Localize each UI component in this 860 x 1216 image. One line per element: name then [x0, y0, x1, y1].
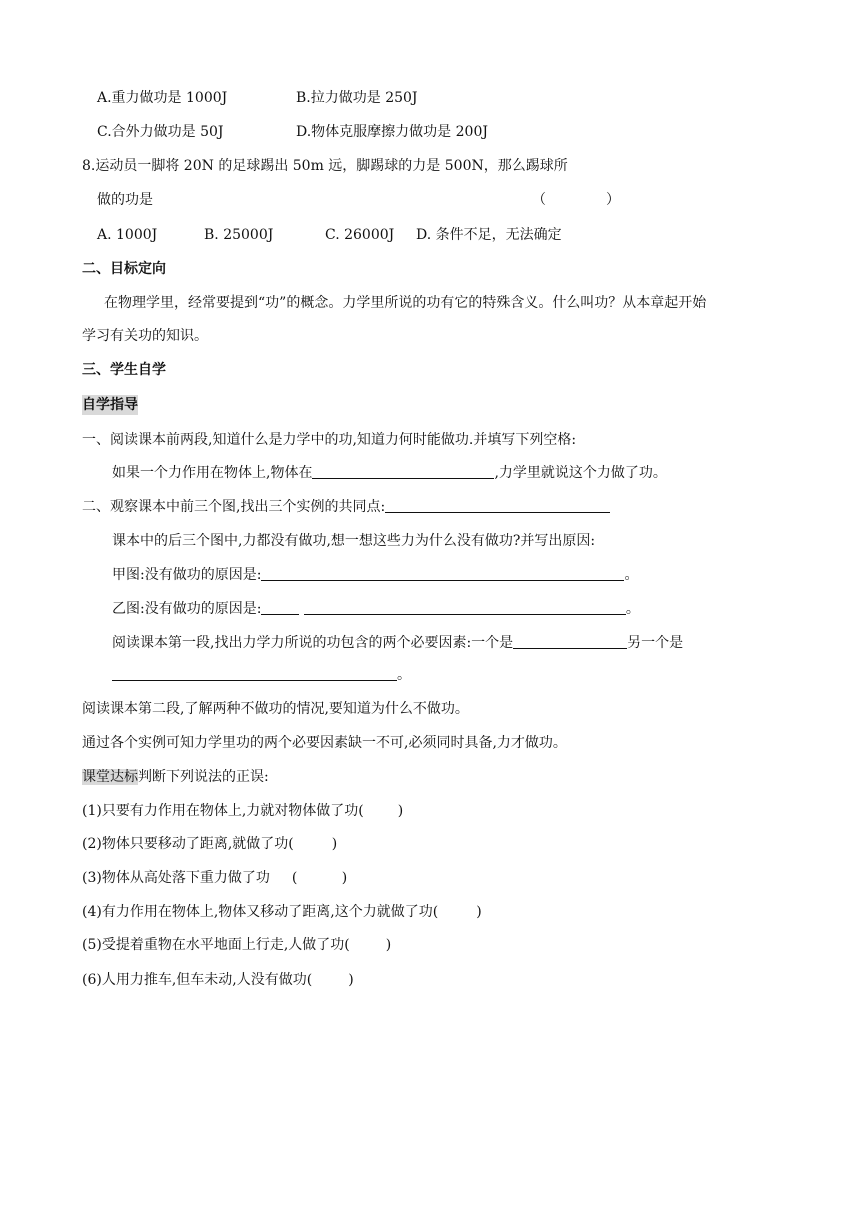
classwork-item [82, 935, 391, 955]
q8-option-c: C. 26000J [325, 227, 395, 243]
classwork-item-text: (3)物体从高处落下重力做了功 [82, 870, 270, 886]
two-factors-line-2 [112, 665, 411, 685]
q8-stem: 8.运动员一脚将 20N 的足球踢出 50m 远，脚踢球的力是 500N，那么踢球所 [82, 158, 568, 174]
paren-close: ) [476, 904, 482, 920]
answer-paren[interactable]: ( ) [291, 870, 348, 886]
two-factors-prefix: 阅读课本第一段,找出力学力所说的功包含的两个必要因素:一个是 [112, 635, 514, 651]
two-factors-period: 。 [397, 667, 411, 683]
classwork-item-text: (2)物体只要移动了距离,就做了功( [82, 836, 294, 852]
answer-blank[interactable] [304, 600, 626, 615]
paren-close: ) [397, 803, 404, 819]
q8-stem-continued: 做的功是 [97, 192, 153, 208]
yi-diagram-period: 。 [625, 601, 640, 617]
paren-close: ) [331, 836, 338, 852]
section-3-heading: 三、学生自学 [82, 362, 166, 378]
classwork-title: 判断下列说法的正误: [138, 769, 269, 785]
q7-option-a: A.重力做功是 1000J [97, 90, 228, 106]
answer-blank[interactable] [261, 566, 624, 581]
answer-blank[interactable] [312, 464, 494, 479]
guide-item-1-fill-prefix: 如果一个力作用在物体上,物体在 [112, 465, 313, 481]
q8-option-a: A. 1000J [97, 227, 158, 243]
classwork-item-text: (6)人用力推车,但车未动,人没有做功( [82, 972, 313, 988]
answer-blank[interactable] [513, 634, 627, 649]
jia-diagram-period: 。 [624, 567, 639, 583]
answer-blank[interactable] [385, 498, 610, 513]
classwork-item [82, 801, 403, 821]
classwork-item-text: (1)只要有力作用在物体上,力就对物体做了功( [82, 803, 364, 819]
self-study-guide-label: 自学指导 [82, 397, 138, 413]
classwork-item [82, 970, 354, 990]
classwork-item [82, 902, 482, 922]
classwork-item [82, 834, 337, 854]
paren-close: ) [385, 937, 392, 953]
summary-line: 通过各个实例可知力学里功的两个必要因素缺一不可,必须同时具备,力才做功。 [82, 735, 567, 751]
section-2-paragraph-line-2: 学习有关功的知识。 [82, 328, 208, 344]
guide-item-2 [82, 497, 610, 517]
classwork-item [82, 868, 347, 888]
guide-item-2-sub: 课本中的后三个图中,力都没有做功,想一想这些力为什么没有做功?并写出原因: [112, 533, 596, 549]
two-factors-middle: 另一个是 [627, 635, 684, 651]
read-paragraph-2: 阅读课本第二段,了解两种不做功的情况,要知道为什么不做功。 [82, 701, 469, 717]
yi-diagram-label: 乙图:没有做功的原因是: [112, 601, 262, 617]
two-factors-line [112, 633, 683, 653]
q8-answer-paren-close: ） [606, 192, 620, 208]
classwork-header [82, 767, 269, 787]
answer-blank[interactable] [112, 666, 397, 681]
section-2-heading: 二、目标定向 [82, 261, 166, 277]
guide-item-2-text: 二、观察课本中前三个图,找出三个实例的共同点: [82, 499, 386, 515]
guide-item-1-fill-suffix: ,力学里就说这个力做了功。 [494, 465, 667, 481]
guide-item-1: 一、阅读课本前两段,知道什么是力学中的功,知道力何时能做功.并填写下列空格: [82, 432, 577, 448]
jia-diagram-reason [112, 565, 638, 585]
guide-item-1-fill [112, 463, 667, 483]
yi-diagram-reason [112, 599, 640, 619]
q7-option-b: B.拉力做功是 250J [296, 90, 418, 106]
q8-answer-paren-open: （ [532, 192, 546, 208]
q8-option-d: D. 条件不足，无法确定 [416, 227, 562, 243]
q7-option-d: D.物体克服摩擦力做功是 200J [296, 124, 488, 140]
classwork-item-text: (5)受提着重物在水平地面上行走,人做了功( [82, 937, 350, 953]
classwork-item-text: (4)有力作用在物体上,物体又移动了距离,这个力就做了功( [82, 904, 439, 920]
paren-close: ) [348, 972, 354, 988]
answer-blank[interactable] [261, 600, 299, 615]
q8-option-b: B. 25000J [204, 227, 274, 243]
section-2-paragraph-line-1: 在物理学里，经常要提到“功”的概念。力学里所说的功有它的特殊含义。什么叫功？从本章起开始 [104, 295, 707, 311]
jia-diagram-label: 甲图:没有做功的原因是: [112, 567, 262, 583]
classwork-label: 课堂达标 [82, 769, 138, 785]
q7-option-c: C.合外力做功是 50J [97, 124, 224, 140]
